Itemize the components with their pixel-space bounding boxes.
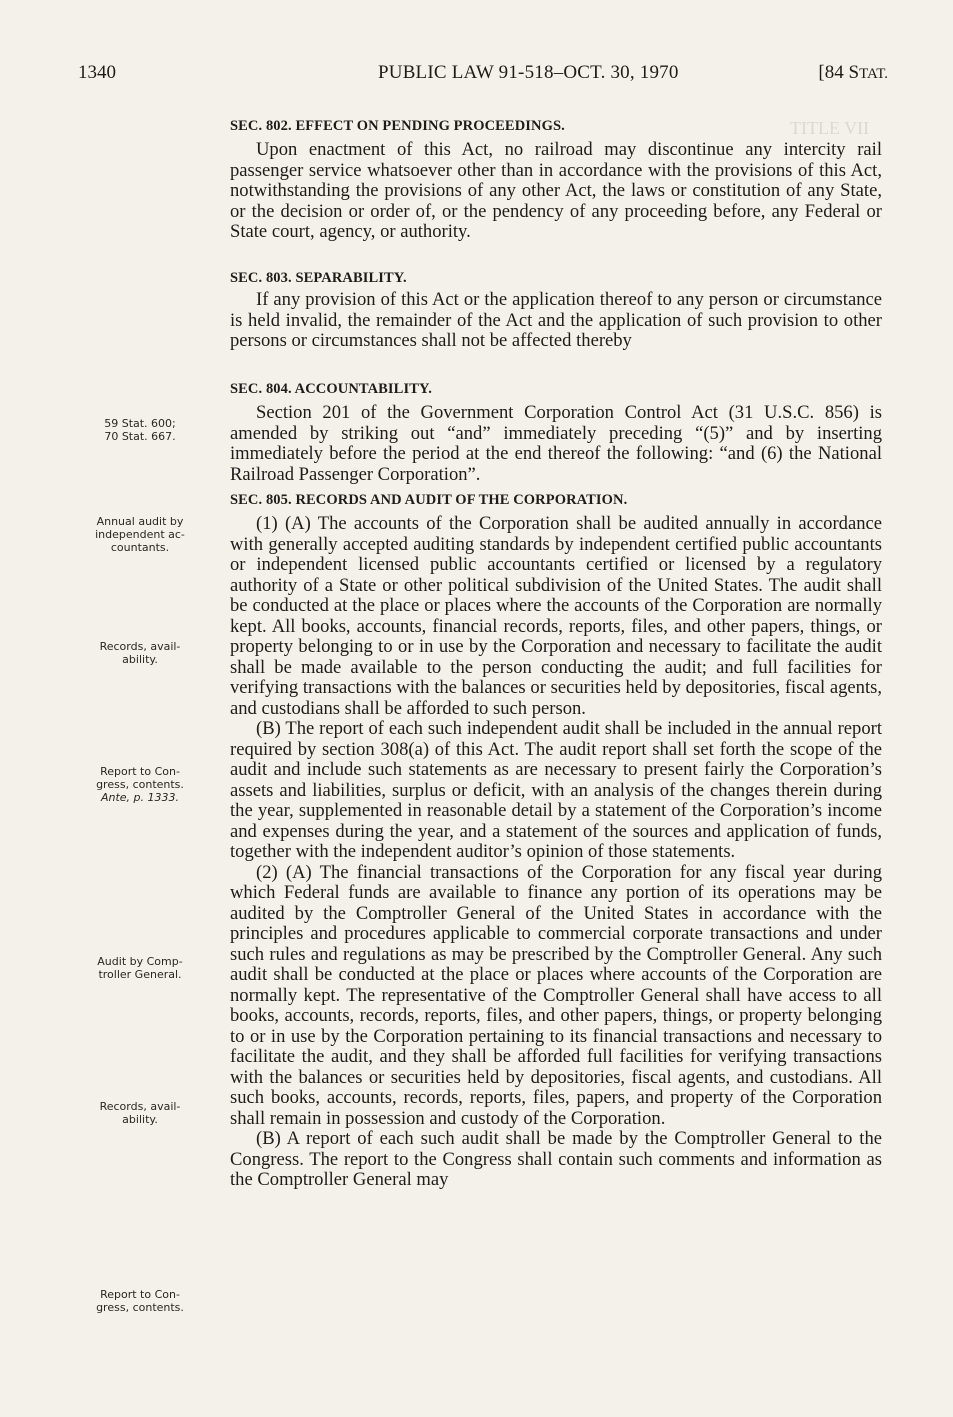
- section-body: [230, 140, 882, 243]
- page-number: 1340: [78, 62, 116, 83]
- header-title: PUBLIC LAW 91-518–OCT. 30, 1970: [378, 62, 679, 83]
- paragraph: (1) (A) The accounts of the Corporation shall be audited annually in accordance with generally accepted auditing standards by independent certified public accountants or independent licensed public accountants certified or licensed by a regulatory authority of a State or other political subdivision of the United States. The audit shall be conducted at the place or places where the accounts of the Corporation are normally kept. All books, accounts, financial records, reports, files, and other papers, things, or property belonging to or in use by the Corporation and necessary to facilitate the audit shall be made available to the person conducting the audit; and full facilities for verifying transactions with the balances or securities held by depositories, fiscal agents, and custodians shall be afforded to such person.: [230, 513, 882, 719]
- margin-note: Report to Con- gress, contents.: [96, 1288, 184, 1314]
- margin-note: Records, avail- ability.: [99, 1100, 181, 1126]
- margin-note: Annual audit by independent ac- countants.: [95, 515, 185, 554]
- paragraph: (B) The report of each such independent audit shall be included in the annual report required by section 308(a) of this Act. The audit report shall set forth the scope of the audit and include such statements as are necessary to present fairly the Corporation’s assets and liabilities, surplus or deficit, with an analysis of the changes therein during the year, supplemented in reasonable detail by a statement of the Corporation’s income and expenses during the year, and a statement of the sources and application of funds, together with the independent auditor’s opinion of those statements.: [230, 718, 882, 862]
- margin-note: Records, avail- ability.: [99, 640, 181, 666]
- margin-note: Report to Con- gress, contents. Ante, p. 1333.: [96, 765, 184, 804]
- statute-reference: [84 STAT.: [818, 62, 888, 83]
- section-heading: SEC. 804. ACCOUNTABILITY.: [230, 381, 432, 397]
- bleed-through: TITLE VII: [790, 118, 870, 138]
- section-body: [230, 290, 882, 352]
- paragraph: (2) (A) The financial transactions of the Corporation for any fiscal year during which Federal funds are available to finance any portion of its operations may be audited by the Comptroller General of the United States in accordance with the principles and procedures applicable to commercial corporate transactions and under such rules and regulations as may be prescribed by the Comptroller General. Any such audit shall be conducted at the place or places where accounts of the Corporation are normally kept. The representative of the Comptroller General shall have access to all books, accounts, records, reports, files, and other papers, things, or property belonging to or in use by the Corporation pertaining to its financial transactions and necessary to facilitate the audit, and they shall be afforded full facilities for verifying transactions with the balances or securities held by depositories, fiscal agents, and custodians. All such books, accounts, records, reports, files, papers, and property of the Corporation shall remain in possession and custody of the Corporation.: [230, 861, 882, 1129]
- section-body: [230, 403, 882, 485]
- section-heading: SEC. 805. RECORDS AND AUDIT OF THE CORPORATION.: [230, 492, 628, 508]
- running-header: [78, 62, 888, 92]
- paragraph: Upon enactment of this Act, no railroad may discontinue any intercity rail passenger service whatsoever other than in accordance with the provisions of this Act, notwithstanding the provisions of any other Act, the laws or constitution of any State, or the decision or order of, or the pendency of any proceeding before, any Federal or State court, agency, or authority.: [230, 139, 882, 242]
- section-heading: SEC. 803. SEPARABILITY.: [230, 270, 407, 286]
- paragraph: (B) A report of each such audit shall be made by the Comptroller General to the Congress. The report to the Congress shall contain such comments and information as the Comptroller General may: [230, 1128, 882, 1190]
- section-heading: SEC. 802. EFFECT ON PENDING PROCEEDINGS.: [230, 118, 565, 134]
- paragraph: Section 201 of the Government Corporation Control Act (31 U.S.C. 856) is amended by striking out “and” immediately preceding “(5)” and by inserting immediately before the period at the end thereof the following: “and (6) the National Railroad Passenger Corporation”.: [230, 402, 882, 485]
- margin-note: Audit by Comp- troller General.: [97, 955, 183, 981]
- section-body: [230, 514, 882, 1191]
- paragraph: If any provision of this Act or the application thereof to any person or circumstance is held invalid, the remainder of the Act and the application of such provision to other persons or circumstances shall not be affected thereby: [230, 289, 882, 351]
- margin-note: 59 Stat. 600; 70 Stat. 667.: [104, 417, 176, 443]
